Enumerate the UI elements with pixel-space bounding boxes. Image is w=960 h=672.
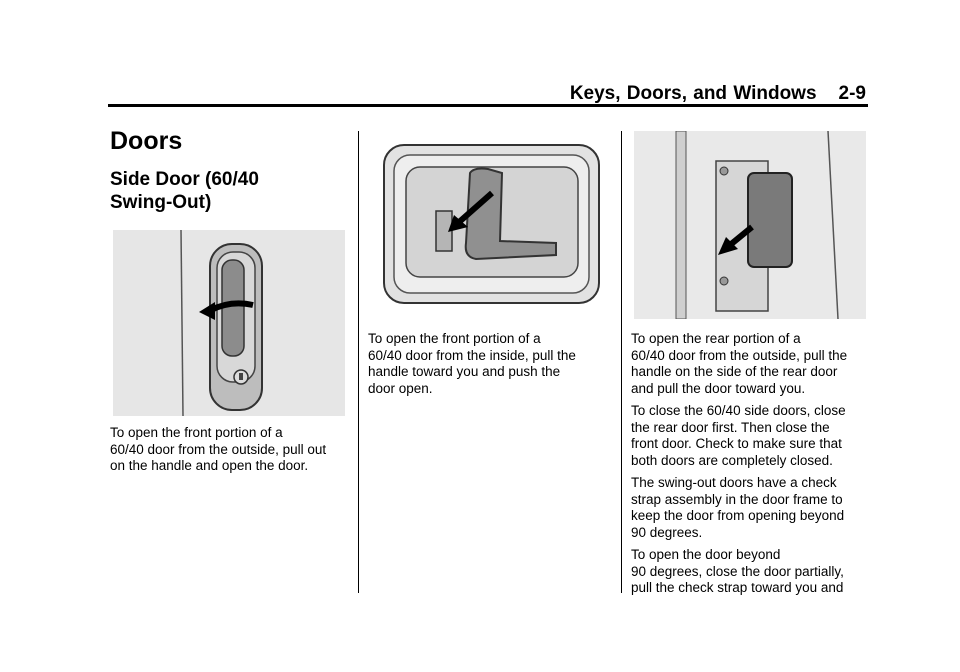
text-line: both doors are completely closed. <box>631 452 833 468</box>
text-line: and pull the door toward you. <box>631 380 806 396</box>
text-line: To open the door beyond <box>631 547 781 562</box>
text-line: 60/40 door from the outside, pull out <box>110 441 327 457</box>
text-line: To close the 60/40 side doors, close <box>631 403 846 418</box>
text-line: To open the front portion of a <box>110 425 283 440</box>
subsection-heading <box>110 168 330 214</box>
text-line: 90 degrees. <box>631 524 703 540</box>
text-line: on the handle and open the door. <box>110 458 309 473</box>
page-number: 2-9 <box>838 83 866 104</box>
header-rule <box>108 104 868 107</box>
text-line: To open the front portion of a <box>368 331 541 346</box>
text-line: front door. Check to make sure that <box>631 436 842 451</box>
column-divider <box>621 131 622 593</box>
text-line: 60/40 door from the outside, pull the <box>631 347 848 363</box>
text-line: The swing-out doors have a check <box>631 475 837 490</box>
subheading-line: Side Door (60/40 <box>110 169 259 190</box>
text-line: the rear door first. Then close the <box>631 419 830 435</box>
paragraph <box>631 475 844 541</box>
text-line: strap assembly in the door frame to <box>631 491 843 507</box>
text-line: pull the check strap toward you and <box>631 580 844 595</box>
section-title: Keys, Doors, and Windows <box>569 83 817 104</box>
inside-door-handle-illustration <box>378 131 601 305</box>
paragraph <box>631 331 847 397</box>
text-line: door open. <box>368 380 433 396</box>
column-divider <box>358 131 359 593</box>
paragraph <box>631 547 844 597</box>
section-heading: Doors <box>110 127 183 155</box>
running-header <box>0 83 866 105</box>
paragraph <box>631 403 846 469</box>
subheading-line: Swing-Out) <box>110 192 212 213</box>
text-line: To open the rear portion of a <box>631 331 801 346</box>
paragraph <box>368 331 576 397</box>
text-line: handle on the side of the rear door <box>631 364 838 379</box>
text-line: 90 degrees, close the door partially, <box>631 563 844 579</box>
text-line: handle toward you and push the <box>368 364 561 379</box>
rear-door-handle-illustration <box>634 131 866 319</box>
text-line: keep the door from opening beyond <box>631 508 845 523</box>
paragraph <box>110 425 326 475</box>
text-line: 60/40 door from the inside, pull the <box>368 347 576 363</box>
outside-door-handle-illustration <box>113 230 345 416</box>
